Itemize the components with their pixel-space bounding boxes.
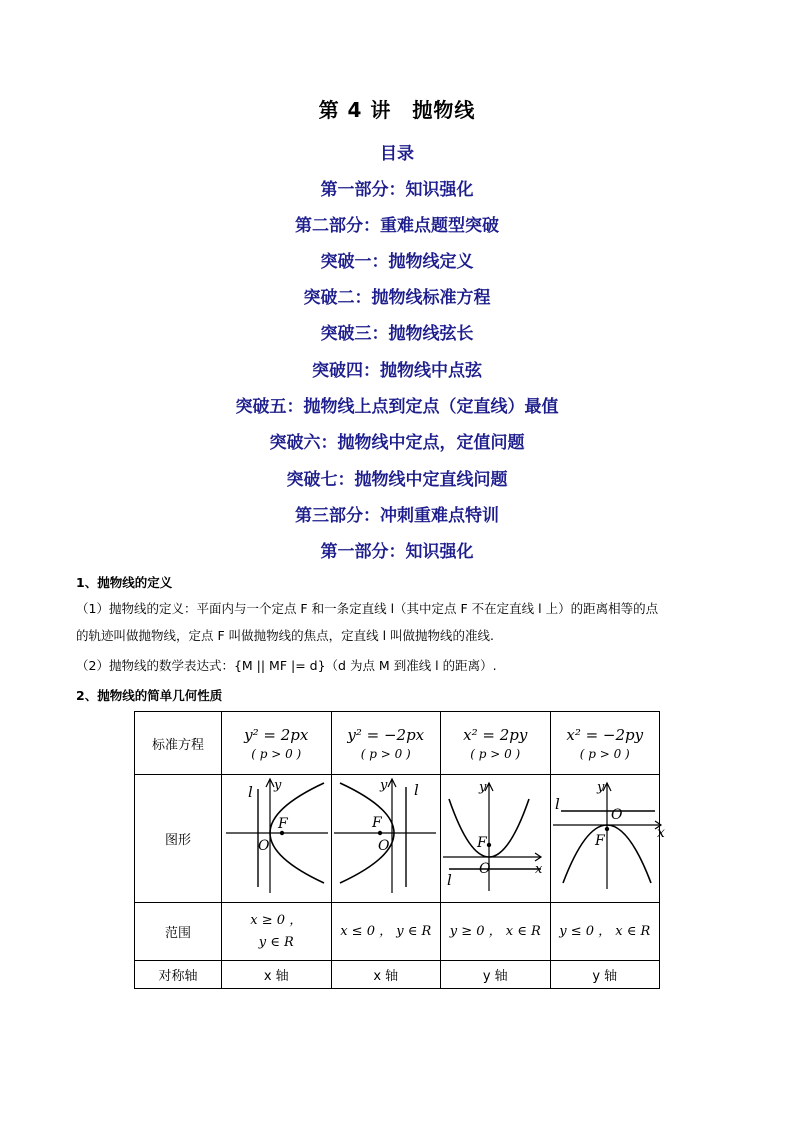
- toc-item: 突破五：抛物线上点到定点（定直线）最值: [235, 397, 559, 417]
- toc-item: 第二部分：重难点题型突破: [295, 216, 499, 236]
- equation-cell: x² = 2py ( p > 0 ): [441, 712, 551, 775]
- properties-table: [134, 711, 665, 989]
- axis-cell: y 轴: [441, 961, 551, 989]
- range-cell: x ≤ 0 ， y ∈ R: [331, 903, 441, 961]
- definition-line-2: 的轨迹叫做抛物线，定点 F 叫做抛物线的焦点，定直线 l 叫做抛物线的准线.: [76, 628, 495, 643]
- toc-item: 突破二：抛物线标准方程: [303, 288, 491, 308]
- table-row: [135, 775, 660, 903]
- svg-text:F: F: [278, 815, 288, 832]
- axis-cell: x 轴: [331, 961, 441, 989]
- row-label: 范围: [135, 903, 222, 961]
- svg-text:O: O: [479, 860, 491, 877]
- range-cell: y ≥ 0 ， x ∈ R: [441, 903, 551, 961]
- table-row: [135, 903, 660, 961]
- toc-item: 突破一：抛物线定义: [320, 252, 474, 272]
- section-heading: 2、抛物线的简单几何性质: [76, 688, 223, 703]
- toc-item: 突破三：抛物线弦长: [320, 324, 474, 344]
- section-heading: 1、抛物线的定义: [76, 575, 173, 590]
- section-title: 第一部分：知识强化: [320, 542, 474, 562]
- row-label: 图形: [135, 775, 222, 903]
- toc-item: 第一部分：知识强化: [320, 180, 474, 200]
- svg-text:x: x: [535, 861, 543, 877]
- row-label: 对称轴: [135, 961, 222, 989]
- figure-cell: [441, 775, 551, 903]
- parabola-right-figure: [224, 777, 328, 897]
- table-row: [135, 712, 660, 775]
- equation-cell: x² = −2py ( p > 0 ): [550, 712, 660, 775]
- svg-text:y: y: [379, 777, 388, 793]
- expression-line: （2）抛物线的数学表达式：{M || MF |= d}（d 为点 M 到准线 l 的距离）.: [76, 658, 497, 673]
- table-row: [135, 961, 660, 989]
- svg-text:l: l: [554, 794, 560, 813]
- toc-item: 突破六：抛物线中定点，定值问题: [269, 433, 525, 453]
- svg-text:x: x: [656, 824, 665, 841]
- toc-heading: 目录: [380, 144, 414, 164]
- svg-text:l: l: [413, 780, 419, 799]
- figure-cell: [550, 775, 665, 903]
- svg-text:y: y: [274, 777, 282, 793]
- toc-item: 突破四：抛物线中点弦: [312, 361, 482, 381]
- svg-text:F: F: [371, 814, 382, 831]
- svg-text:F: F: [594, 832, 605, 849]
- page-title: 第 4 讲 抛物线: [318, 98, 476, 122]
- axis-cell: x 轴: [222, 961, 332, 989]
- parabola-left-figure: [334, 777, 438, 897]
- parabola-up-figure: [443, 777, 547, 897]
- definition-line-1: （1）抛物线的定义：平面内与一个定点 F 和一条定直线 l（其中定点 F 不在定直线 l 上）的距离相等的点: [76, 601, 659, 616]
- parabola-down-figure: [551, 777, 667, 897]
- range-cell: y ≤ 0 ， x ∈ R: [550, 903, 660, 961]
- toc-item: 突破七：抛物线中定直线问题: [286, 470, 508, 490]
- svg-text:y: y: [596, 779, 604, 795]
- toc-item: 第三部分：冲刺重难点特训: [295, 506, 499, 526]
- figure-cell: [222, 775, 332, 903]
- svg-text:O: O: [377, 837, 390, 854]
- row-label: 标准方程: [135, 712, 222, 775]
- svg-text:l: l: [447, 870, 453, 889]
- svg-text:O: O: [610, 806, 622, 823]
- equation-cell: y² = −2px ( p > 0 ): [331, 712, 441, 775]
- equation-cell: y² = 2px ( p > 0 ): [222, 712, 332, 775]
- svg-text:O: O: [258, 837, 270, 854]
- svg-text:l: l: [248, 782, 254, 801]
- svg-text:F: F: [477, 834, 487, 851]
- svg-text:y: y: [479, 779, 487, 795]
- range-cell: x ≥ 0 ， y ∈ R: [222, 903, 332, 961]
- axis-cell: y 轴: [550, 961, 660, 989]
- figure-cell: [331, 775, 441, 903]
